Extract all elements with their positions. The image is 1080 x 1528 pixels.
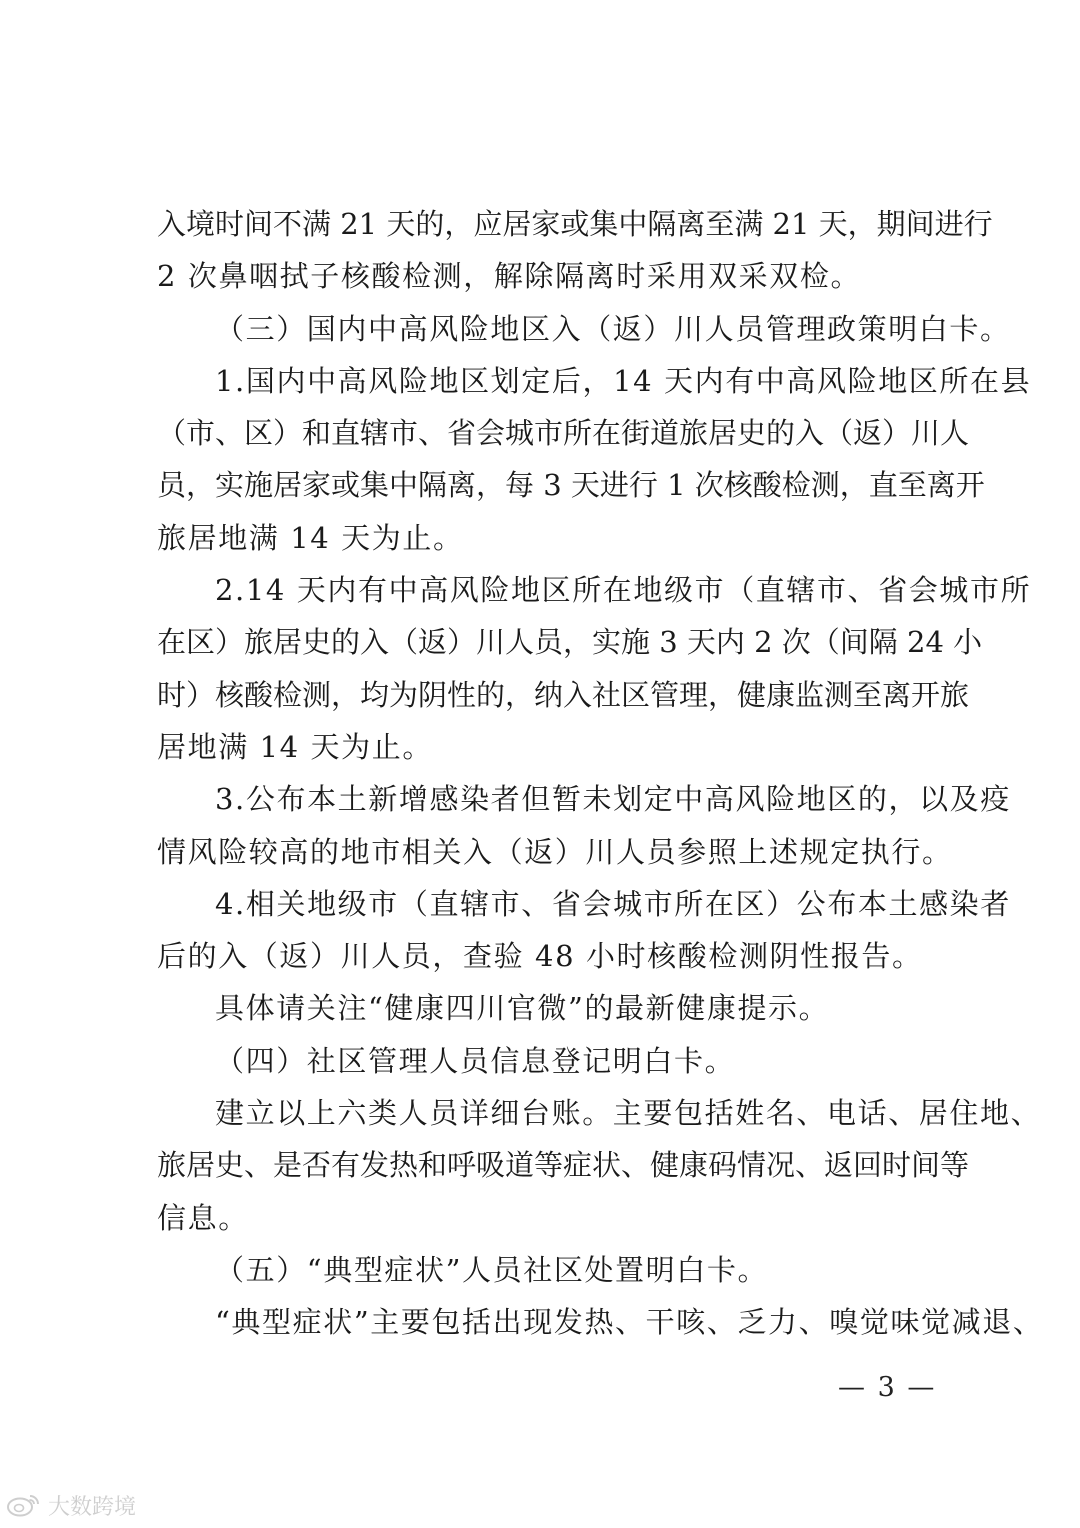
watermark-text: 大数跨境 — [48, 1494, 137, 1520]
text-line: 员，实施居家或集中隔离，每 3 天进行 1 次核酸检测，直至离开 — [157, 468, 985, 503]
watermark — [6, 1490, 136, 1520]
section-heading: （四）社区管理人员信息登记明白卡。 — [215, 1043, 736, 1078]
text-line: “典型症状”主要包括出现发热、干咳、乏力、嗅觉味觉减退、 — [215, 1305, 1044, 1340]
text-line: 4.相关地级市（直辖市、省会城市所在区）公布本土感染者 — [215, 886, 1011, 921]
text-line: 旅居地满 14 天为止。 — [157, 520, 464, 555]
text-line: 具体请关注“健康四川官微”的最新健康提示。 — [215, 991, 830, 1026]
text-line: 时）核酸检测，均为阴性的，纳入社区管理，健康监测至离开旅 — [157, 677, 970, 712]
text-line: 入境时间不满 21 天的，应居家或集中隔离至满 21 天，期间进行 — [157, 207, 993, 241]
text-line: 建立以上六类人员详细台账。主要包括姓名、电话、居住地、 — [215, 1096, 1042, 1131]
page-number: — 3 — — [838, 1372, 937, 1403]
section-heading: （三）国内中高风险地区入（返）川人员管理政策明白卡。 — [215, 311, 1011, 346]
text-line: 旅居史、是否有发热和呼吸道等症状、健康码情况、返回时间等 — [157, 1148, 970, 1183]
text-line: 3.公布本土新增感染者但暂未划定中高风险地区的，以及疫 — [215, 782, 1011, 817]
text-line: 1.国内中高风险地区划定后，14 天内有中高风险地区所在县 — [215, 363, 1032, 398]
text-line: （市、区）和直辖市、省会城市所在街道旅居史的入（返）川人 — [157, 416, 970, 451]
text-line: 信息。 — [157, 1200, 249, 1235]
text-line: 情风险较高的地市相关入（返）川人员参照上述规定执行。 — [157, 834, 953, 869]
text-line: 在区）旅居史的入（返）川人员，实施 3 天内 2 次（间隔 24 小 — [157, 625, 983, 660]
text-line: 2 次鼻咽拭子核酸检测，解除隔离时采用双采双检。 — [157, 259, 862, 294]
section-heading: （五）“典型症状”人员社区处置明白卡。 — [215, 1252, 769, 1287]
text-line: 2.14 天内有中高风险地区所在地级市（直辖市、省会城市所 — [215, 573, 1032, 608]
text-line: 居地满 14 天为止。 — [157, 729, 433, 764]
text-line: 后的入（返）川人员，查验 48 小时核酸检测阴性报告。 — [157, 939, 923, 974]
body-text — [157, 198, 1044, 1349]
weibo-logo-icon — [6, 1492, 42, 1518]
